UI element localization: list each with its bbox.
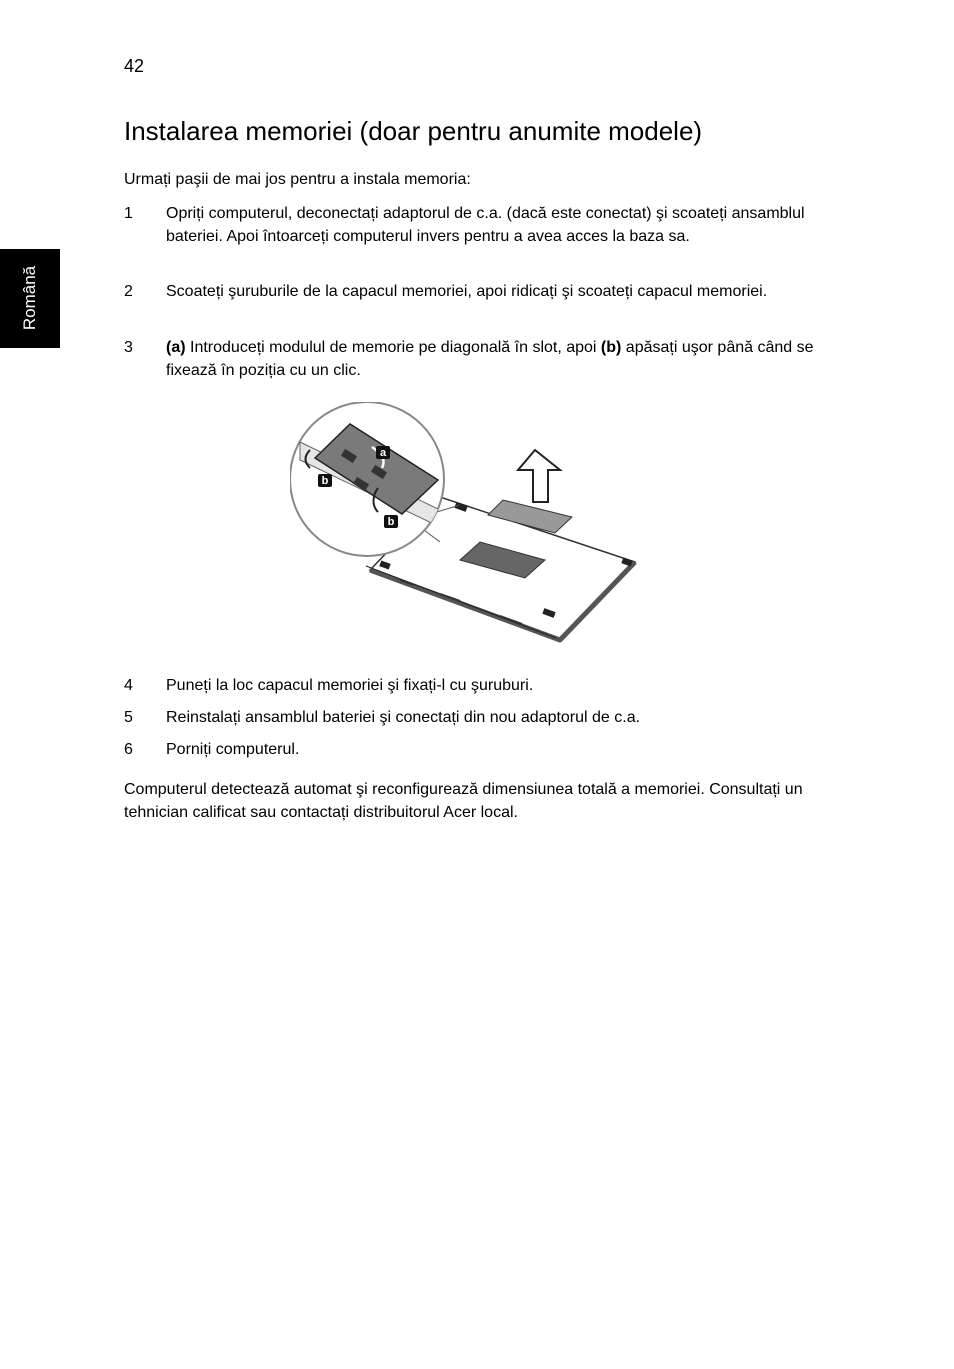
callout-b-label: b xyxy=(321,475,329,487)
step-text-part-a: Introduceți modulul de memorie pe diagonală în slot, apoi xyxy=(185,339,601,356)
step-number: 5 xyxy=(124,709,133,726)
label-a: (a) xyxy=(166,339,186,356)
step-number: 2 xyxy=(124,283,133,300)
page-title: Instalarea memoriei (doar pentru anumite modele) xyxy=(124,116,703,146)
callout-b-right xyxy=(384,515,398,528)
zoom-detail xyxy=(290,402,444,556)
memory-install-illustration xyxy=(290,402,650,647)
step-text-part-b: apăsați uşor până când se fixează în poziția cu un clic. xyxy=(166,339,814,379)
step-text: Scoateți şuruburile de la capacul memoriei, apoi ridicați şi scoateți capacul memoriei. xyxy=(166,283,768,300)
up-arrow-icon xyxy=(518,450,560,502)
callout-b-left xyxy=(318,474,332,487)
step-text xyxy=(166,336,816,382)
step-text: Puneți la loc capacul memoriei şi fixați-l cu şuruburi. xyxy=(166,677,534,694)
page-number: 42 xyxy=(124,56,145,76)
callout-b-label: b xyxy=(387,516,395,528)
step-text: Opriți computerul, deconectați adaptorul de c.a. (dacă este conectat) şi scoateți ansamblul bateriei. Apoi întoarceți computerul invers pentru a avea acces la baza sa. xyxy=(166,205,805,245)
step-number: 1 xyxy=(124,205,133,222)
callout-a-label: a xyxy=(379,447,387,459)
step-number: 3 xyxy=(124,339,133,356)
language-side-tab xyxy=(0,249,60,348)
step-number: 4 xyxy=(124,677,133,694)
label-b: (b) xyxy=(600,339,622,356)
language-tab-label: Română xyxy=(20,265,39,331)
callout-a xyxy=(376,446,390,459)
step-text: Reinstalați ansamblul bateriei şi conectați din nou adaptorul de c.a. xyxy=(166,709,641,726)
intro-text: Urmați paşii de mai jos pentru a instala memoria: xyxy=(124,171,471,188)
step-number: 6 xyxy=(124,741,133,758)
outro-text: Computerul detectează automat şi reconfigurează dimensiunea totală a memoriei. Consultați un tehnician calificat sau contactați distribuitorul Acer local. xyxy=(124,781,803,821)
step-text: Porniți computerul. xyxy=(166,741,300,758)
